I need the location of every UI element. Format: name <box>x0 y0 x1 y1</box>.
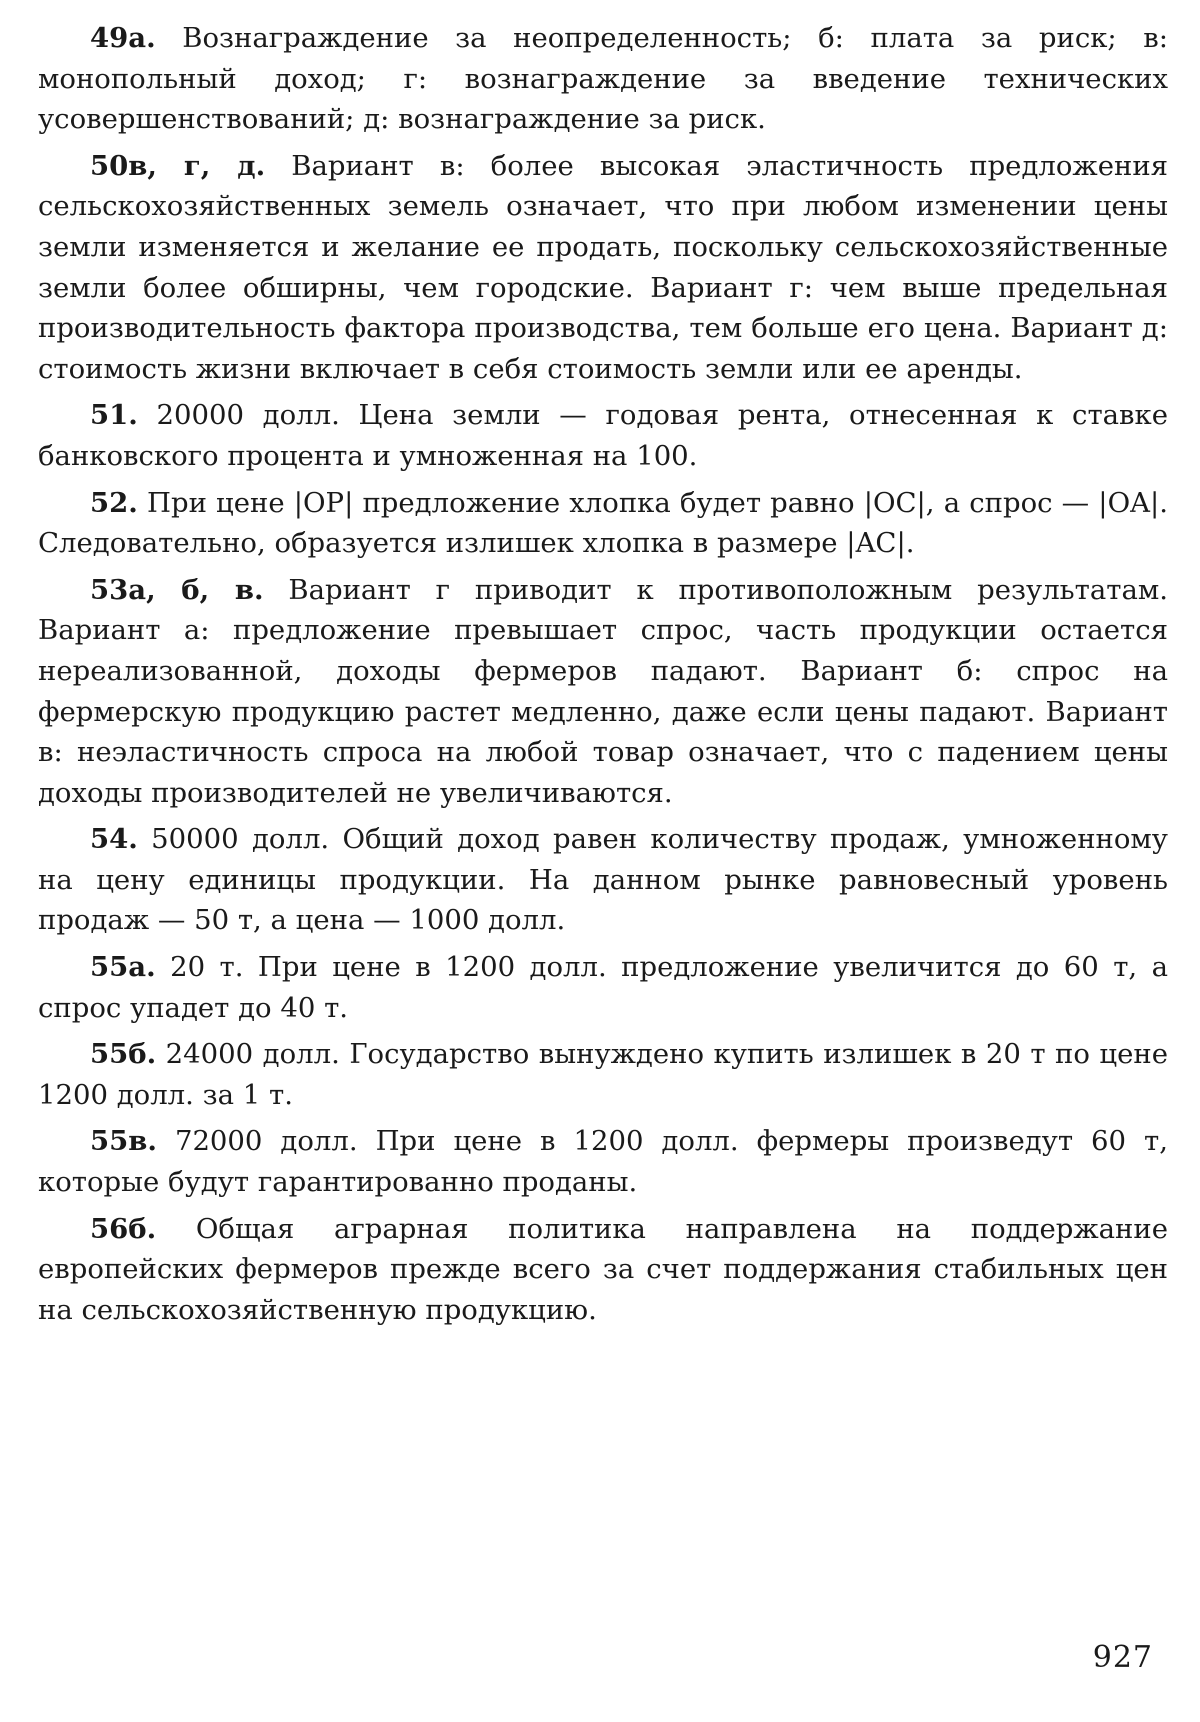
page-number: 927 <box>1092 1640 1153 1675</box>
answer-number: 55а. <box>90 951 156 984</box>
answers-section <box>38 18 1168 1336</box>
answer-53 <box>38 570 1168 814</box>
answer-number: 53а, б, в. <box>90 573 264 606</box>
answer-text: 24000 долл. Государство вынуждено купить излишек в 20 т по цене 1200 долл. за 1 т. <box>38 1038 1168 1111</box>
answer-text: Вознаграждение за неопределенность; б: плата за риск; в: монопольный доход; г: вознаграждение за введение технических усовершенствований; д: вознаграждение за риск. <box>38 22 1168 136</box>
answer-50 <box>38 146 1168 390</box>
answer-number: 51. <box>90 399 138 432</box>
answer-text: При цене |OP| предложение хлопка будет равно |OC|, а спрос — |OA|. Следовательно, образуется излишек хлопка в размере |AC|. <box>38 486 1168 560</box>
answer-number: 56б. <box>90 1212 157 1245</box>
answer-55v <box>38 1121 1168 1202</box>
answer-text: Общая аграрная политика направлена на поддержание европейских фермеров прежде всего за счет поддержания стабильных цен на сельскохозяйственную продукцию. <box>38 1212 1168 1326</box>
answer-text: 72000 долл. При цене в 1200 долл. фермеры произведут 60 т, которые будут гарантированно проданы. <box>38 1125 1168 1199</box>
answer-text: 20000 долл. Цена земли — годовая рента, отнесенная к ставке банковского процента и умноженная на 100. <box>38 399 1168 472</box>
answer-number: 54. <box>90 823 138 856</box>
answer-number: 49а. <box>90 22 156 54</box>
answer-52 <box>38 483 1168 564</box>
answer-51 <box>38 395 1168 476</box>
answer-text: Вариант г приводит к противоположным результатам. Вариант а: предложение превышает спрос, часть продукции остается нереализованной, доходы фермеров падают. Вариант б: спрос на фермерскую продукцию растет медленно, даже если цены падают. Вариант в: неэластичность спроса на любой товар означает, что с падением цены доходы производителей не увеличиваются. <box>38 573 1168 809</box>
answer-number: 52. <box>90 486 138 519</box>
answer-55b <box>38 1034 1168 1115</box>
answer-text: 20 т. При цене в 1200 долл. предложение увеличится до 60 т, а спрос упадет до 40 т. <box>38 951 1168 1024</box>
answer-number: 55б. <box>90 1038 157 1071</box>
answer-text: 50000 долл. Общий доход равен количеству продаж, умноженному на цену единицы продукции. На данном рынке равновесный уровень продаж — 50 т, а цена — 1000 долл. <box>38 823 1168 937</box>
answer-54 <box>38 819 1168 941</box>
answer-56 <box>38 1209 1168 1331</box>
answer-text: Вариант в: более высокая эластичность предложения сельскохозяйственных земель означает, что при любом изменении цены земли изменяется и желание ее продать, поскольку сельскохозяйственные земли более обширны, чем городские. Вариант г: чем выше предельная производительность фактора производства, тем больше его цена. Вариант д: стоимость жизни включает в себя стоимость земли или ее аренды. <box>38 149 1168 385</box>
answer-number: 50в, г, д. <box>90 149 266 182</box>
answer-55a <box>38 947 1168 1028</box>
answer-number: 55в. <box>90 1125 157 1158</box>
answer-49 <box>38 18 1168 140</box>
